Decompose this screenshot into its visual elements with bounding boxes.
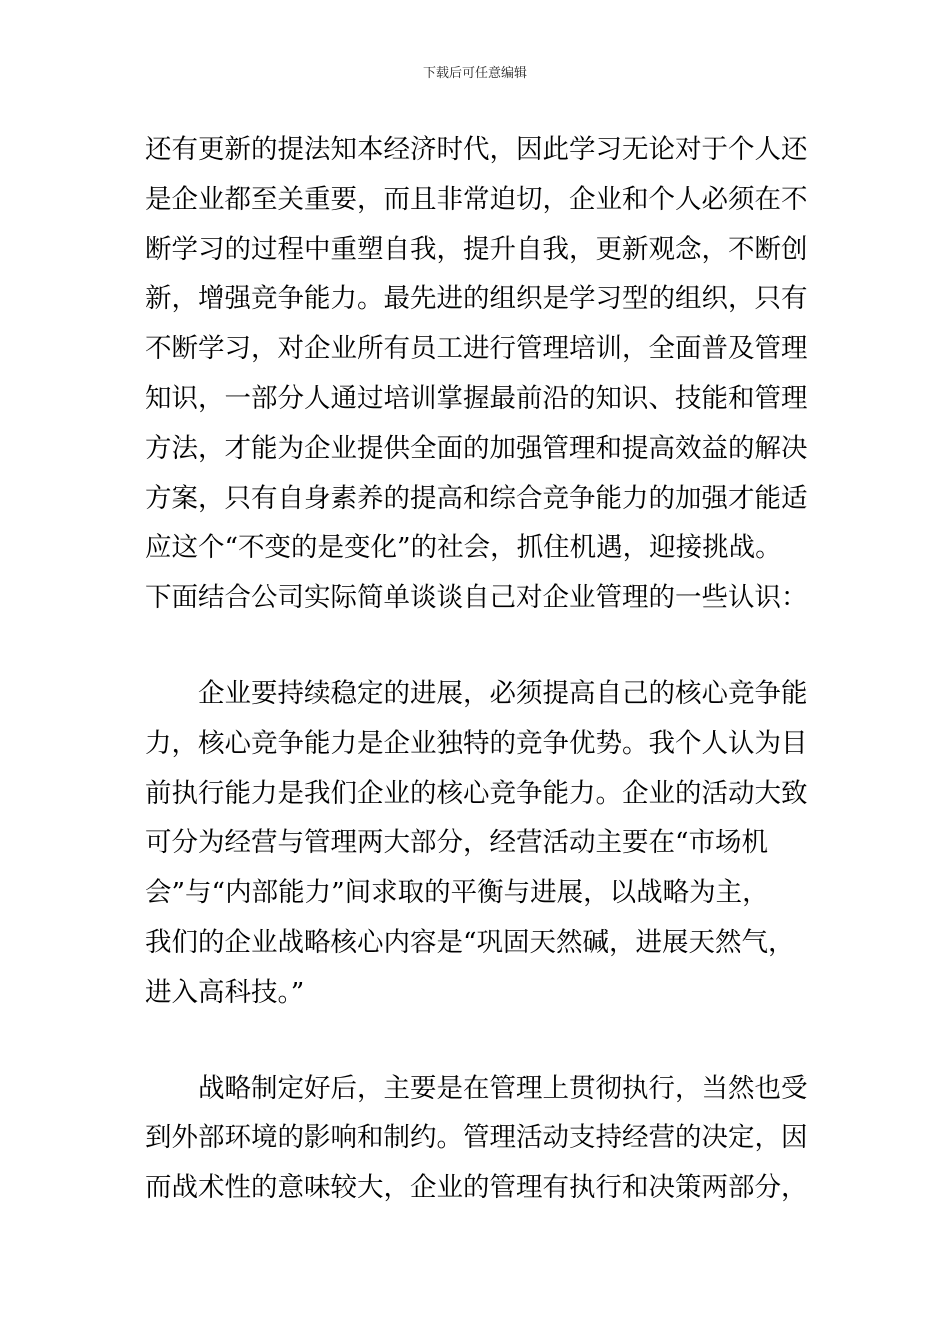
paragraph-1	[145, 125, 808, 623]
text-line: 方法，才能为企业提供全面的加强管理和提高效益的解决	[145, 432, 808, 464]
paragraph-spacer	[145, 623, 805, 669]
text-line: 断学习的过程中重塑自我，提升自我，更新观念，不断创	[145, 233, 808, 265]
text-line: 战略制定好后，主要是在管理上贯彻执行，当然也受	[145, 1072, 808, 1104]
text-line: 力，核心竞争能力是企业独特的竞争优势。我个人认为目	[145, 727, 808, 759]
text-line: 前执行能力是我们企业的核心竞争能力。企业的活动大致	[145, 777, 808, 809]
paragraph-spacer	[145, 1018, 805, 1064]
page-header: 下载后可任意编辑	[422, 66, 527, 81]
text-line: 可分为经营与管理两大部分，经营活动主要在“市场机	[145, 827, 769, 859]
paragraph-3	[145, 1064, 808, 1213]
document-body	[145, 125, 808, 1213]
text-line: 会”与“内部能力”间求取的平衡与进展，以战略为主，	[145, 877, 769, 909]
text-line: 到外部环境的影响和制约。管理活动支持经营的决定，因	[145, 1122, 808, 1154]
paragraph-2	[145, 669, 808, 1018]
text-line: 我们的企业战略核心内容是“巩固天然碱，进展天然气，	[145, 926, 795, 958]
text-line: 下面结合公司实际简单谈谈自己对企业管理的一些认识：	[145, 582, 808, 614]
text-line: 知识，一部分人通过培训掌握最前沿的知识、技能和管理	[145, 382, 808, 414]
text-line: 不断学习，对企业所有员工进行管理培训，全面普及管理	[145, 333, 808, 365]
text-line: 是企业都至关重要，而且非常迫切，企业和个人必须在不	[145, 183, 808, 215]
text-line: 新，增强竞争能力。最先进的组织是学习型的组织，只有	[145, 283, 808, 315]
text-line: 还有更新的提法知本经济时代，因此学习无论对于个人还	[145, 134, 808, 165]
text-line: 方案，只有自身素养的提高和综合竞争能力的加强才能适	[145, 482, 808, 514]
text-line: 而战术性的意味较大，企业的管理有执行和决策两部分，	[145, 1172, 808, 1204]
text-line: 进入高科技。”	[145, 976, 305, 1008]
text-line: 应这个“不变的是变化”的社会，抓住机遇，迎接挑战。	[145, 532, 782, 564]
text-line: 企业要持续稳定的进展，必须提高自己的核心竞争能	[145, 677, 808, 709]
